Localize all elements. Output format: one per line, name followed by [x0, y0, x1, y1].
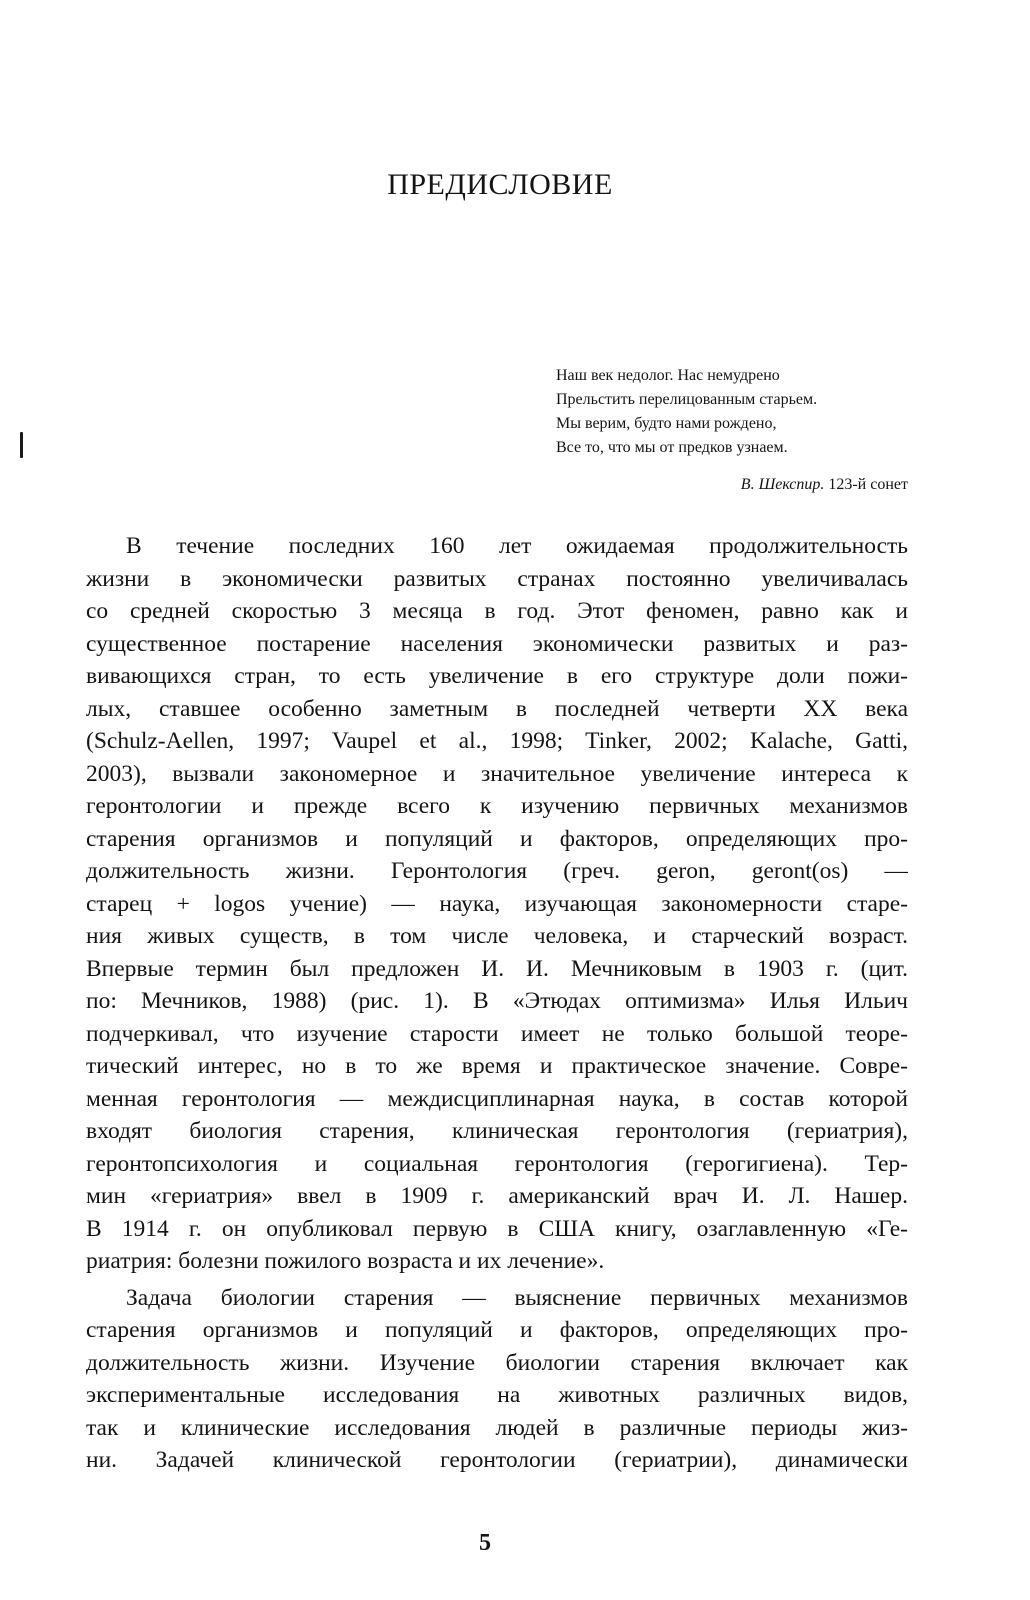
text-line: Впервые термин был предложен И. И. Мечниковым в 1903 г. (цит.: [86, 955, 908, 982]
epigraph-line: Прельстить перелицованным старьем.: [556, 391, 818, 408]
text-line: геронтологии и прежде всего к изучению первичных механизмов: [86, 793, 908, 819]
text-line: со средней скоростью 3 месяца в год. Этот феномен, равно как и: [86, 598, 908, 624]
text-line: ния живых существ, в том числе человека, и старческий возраст.: [86, 923, 908, 949]
text-line: В 1914 г. он опубликовал первую в США книгу, озаглавленную «Ге-: [86, 1215, 908, 1242]
text-line: так и клинические исследования людей в различные периоды жиз-: [86, 1414, 908, 1441]
text-line: жизни в экономически развитых странах постоянно увеличивалась: [86, 565, 908, 592]
epigraph-line: Мы верим, будто нами рождено,: [556, 415, 777, 432]
text-line: старец + logos учение) — наука, изучающая закономерности старе-: [86, 890, 908, 917]
text-line: (Schulz-Aellen, 1997; Vaupel et al., 1998; Tinker, 2002; Kalache, Gatti,: [86, 728, 908, 754]
text-line: лых, ставшее особенно заметным в последней четверти XX века: [86, 695, 908, 722]
text-line: существенное постарение населения экономически развитых и раз-: [86, 630, 908, 657]
text-line: менная геронтология — междисциплинарная наука, в состав которой: [86, 1085, 908, 1112]
text-line: экспериментальные исследования на животных различных видов,: [86, 1382, 908, 1408]
paragraph: [86, 530, 908, 1278]
epigraph-attribution: [741, 476, 908, 494]
epigraph-line: Все то, что мы от предков узнаем.: [556, 439, 788, 456]
text-line: старения организмов и популяций и факторов, определяющих про-: [86, 1317, 908, 1343]
text-line: должительность жизни. Изучение биологии старения включает как: [86, 1349, 908, 1376]
text-line: геронтопсихология и социальная геронтология (герогигиена). Тер-: [86, 1150, 908, 1177]
page-number: 5: [479, 1530, 491, 1556]
epigraph-source: 123-й сонет: [824, 476, 908, 493]
text-line: подчеркивал, что изучение старости имеет не только большой теоре-: [86, 1020, 908, 1047]
text-line: ни. Задачей клинической геронтологии (гериатрии), динамически: [86, 1447, 908, 1473]
text-line: Задача биологии старения — выяснение первичных механизмов: [126, 1284, 908, 1311]
text-line: должительность жизни. Геронтология (греч. geron, geront(os) —: [86, 858, 908, 884]
epigraph-author: В. Шекспир.: [740, 476, 825, 493]
text-line: риатрия: болезни пожилого возраста и их лечение».: [86, 1248, 605, 1274]
text-line: по: Мечников, 1988) (рис. 1). В «Этюдах оптимизма» Илья Ильич: [86, 988, 908, 1014]
text-line: входят биология старения, клиническая геронтология (гериатрия),: [86, 1118, 908, 1144]
chapter-title: ПРЕДИСЛОВИЕ: [387, 168, 613, 201]
text-line: мин «гериатрия» ввел в 1909 г. американский врач И. Л. Нашер.: [86, 1183, 908, 1209]
paragraph: [86, 1282, 908, 1477]
text-line: 2003), вызвали закономерное и значительное увеличение интереса к: [86, 760, 908, 787]
epigraph-line: Наш век недолог. Нас немудрено: [556, 367, 780, 384]
body-text: [86, 530, 908, 1477]
text-line: тический интерес, но в то же время и практическое значение. Совре-: [86, 1053, 908, 1079]
text-line: старения организмов и популяций и факторов, определяющих про-: [86, 825, 908, 852]
epigraph: [556, 364, 916, 460]
margin-mark: [20, 432, 23, 458]
text-line: вивающихся стран, то есть увеличение в его структуре доли пожи-: [86, 663, 908, 689]
text-line: В течение последних 160 лет ожидаемая продолжительность: [126, 533, 908, 559]
